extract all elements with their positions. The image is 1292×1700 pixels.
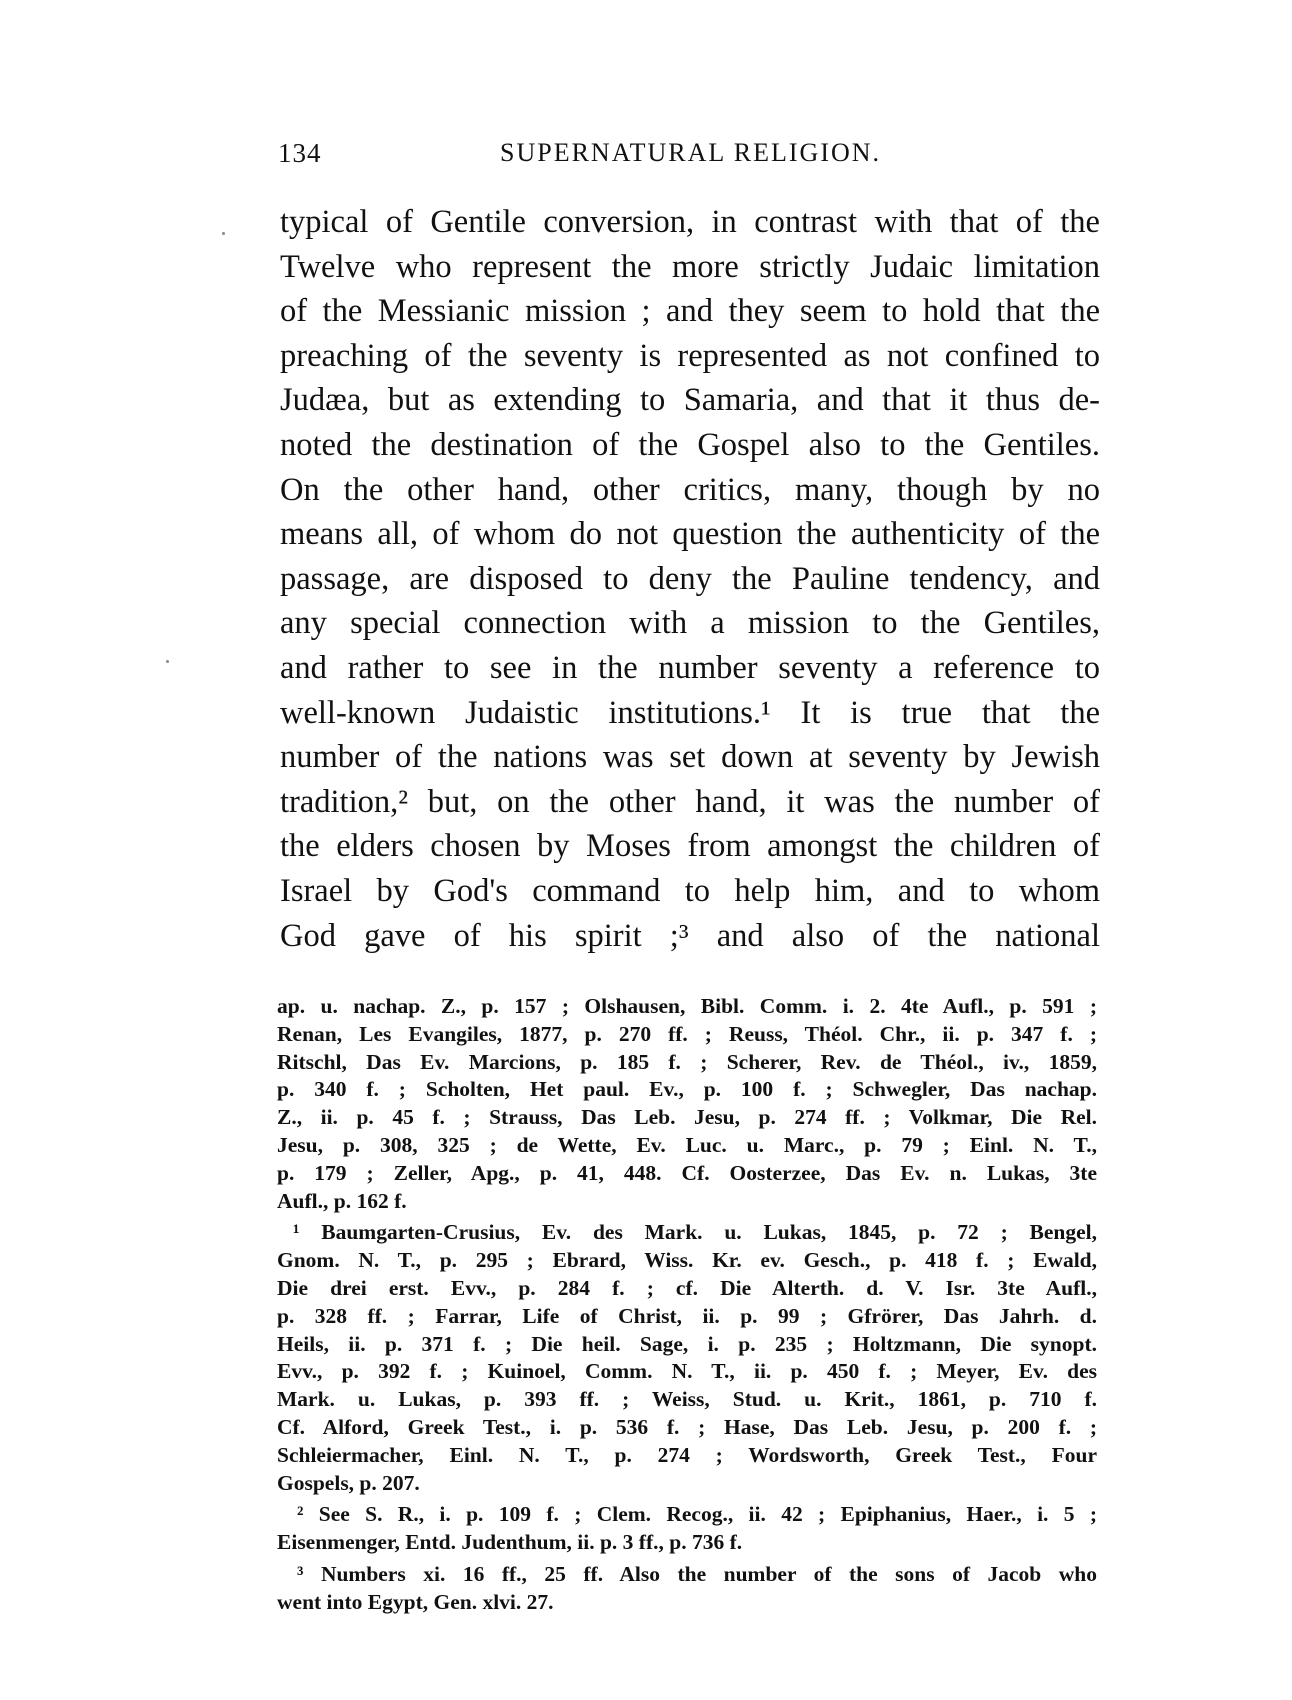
- text-line: God gave of his spirit ;³ and also of the national: [280, 917, 1100, 954]
- text-line: well-known Judaistic institutions.¹ It is true that the: [280, 694, 1100, 731]
- footnote-line: Die drei erst. Evv., p. 284 f. ; cf. Die Alterth. d. V. Isr. 3te Aufl.,: [277, 1275, 1097, 1300]
- text-line: On the other hand, other critics, many, though by no: [280, 471, 1100, 508]
- footnote-1: [277, 1219, 1097, 1497]
- footnote-line: Renan, Les Evangiles, 1877, p. 270 ff. ; Reuss, Théol. Chr., ii. p. 347 f. ;: [277, 1021, 1097, 1046]
- text-line: and rather to see in the number seventy a reference to: [280, 649, 1100, 686]
- footnote-line: Eisenmenger, Entd. Judenthum, ii. p. 3 ff., p. 736 f.: [277, 1530, 743, 1555]
- text-line: Judæa, but as extending to Samaria, and that it thus de-: [280, 382, 1100, 419]
- footnote-3: [277, 1561, 1097, 1617]
- footnote-line: ³ Numbers xi. 16 ff., 25 ff. Also the number of the sons of Jacob who: [297, 1561, 1097, 1586]
- footnote-2: [277, 1501, 1097, 1557]
- running-title: SUPERNATURAL RELIGION.: [500, 138, 882, 167]
- text-line: the elders chosen by Moses from amongst the children of: [280, 828, 1100, 865]
- footnote-line: Schleiermacher, Einl. N. T., p. 274 ; Wordsworth, Greek Test., Four: [277, 1442, 1097, 1467]
- footnote-line: Gospels, p. 207.: [277, 1470, 420, 1495]
- footnote-continuation: [277, 993, 1097, 1215]
- text-line: of the Messianic mission ; and they seem to hold that the: [280, 293, 1100, 330]
- page-header: [278, 138, 1078, 178]
- text-line: preaching of the seventy is represented as not confined to: [280, 337, 1100, 374]
- footnote-line: Evv., p. 392 f. ; Kuinoel, Comm. N. T., ii. p. 450 f. ; Meyer, Ev. des: [277, 1359, 1097, 1384]
- footnote-line: ² See S. R., i. p. 109 f. ; Clem. Recog., ii. 42 ; Epiphanius, Haer., i. 5 ;: [297, 1502, 1097, 1527]
- text-line: passage, are disposed to deny the Pauline tendency, and: [280, 560, 1100, 597]
- footnote-line: p. 328 ff. ; Farrar, Life of Christ, ii. p. 99 ; Gfrörer, Das Jahrh. d.: [277, 1303, 1097, 1328]
- text-line: Israel by God's command to help him, and to whom: [280, 872, 1100, 909]
- text-line: Twelve who represent the more strictly Judaic limitation: [280, 248, 1100, 285]
- footnote-line: went into Egypt, Gen. xlvi. 27.: [277, 1589, 554, 1614]
- footnote-line: p. 179 ; Zeller, Apg., p. 41, 448. Cf. Oosterzee, Das Ev. n. Lukas, 3te: [277, 1160, 1097, 1185]
- text-line: noted the destination of the Gospel also to the Gentiles.: [280, 426, 1100, 463]
- text-line: number of the nations was set down at seventy by Jewish: [280, 739, 1100, 776]
- text-line: means all, of whom do not question the authenticity of the: [280, 516, 1100, 553]
- text-line: typical of Gentile conversion, in contrast with that of the: [280, 204, 1100, 240]
- footnotes: [277, 993, 1097, 1617]
- page-number: 134: [278, 138, 322, 168]
- scan-speck: [166, 660, 169, 663]
- footnote-line: Jesu, p. 308, 325 ; de Wette, Ev. Luc. u. Marc., p. 79 ; Einl. N. T.,: [277, 1132, 1097, 1157]
- footnote-line: Ritschl, Das Ev. Marcions, p. 185 f. ; Scherer, Rev. de Théol., iv., 1859,: [277, 1049, 1097, 1074]
- footnote-line: Aufl., p. 162 f.: [277, 1188, 407, 1213]
- text-line: any special connection with a mission to the Gentiles,: [280, 605, 1100, 642]
- footnote-line: ap. u. nachap. Z., p. 157 ; Olshausen, Bibl. Comm. i. 2. 4te Aufl., p. 591 ;: [277, 994, 1097, 1018]
- text-line: tradition,² but, on the other hand, it was the number of: [280, 783, 1100, 820]
- footnote-line: Heils, ii. p. 371 f. ; Die heil. Sage, i. p. 235 ; Holtzmann, Die synopt.: [277, 1331, 1097, 1356]
- footnote-line: Cf. Alford, Greek Test., i. p. 536 f. ; Hase, Das Leb. Jesu, p. 200 f. ;: [277, 1414, 1097, 1439]
- main-text: [280, 200, 1100, 958]
- scan-speck: [222, 232, 225, 235]
- footnote-line: Gnom. N. T., p. 295 ; Ebrard, Wiss. Kr. ev. Gesch., p. 418 f. ; Ewald,: [277, 1248, 1097, 1273]
- footnote-line: ¹ Baumgarten-Crusius, Ev. des Mark. u. Lukas, 1845, p. 72 ; Bengel,: [293, 1220, 1097, 1245]
- footnote-line: Mark. u. Lukas, p. 393 ff. ; Weiss, Stud. u. Krit., 1861, p. 710 f.: [277, 1387, 1097, 1412]
- footnote-line: p. 340 f. ; Scholten, Het paul. Ev., p. 100 f. ; Schwegler, Das nachap.: [277, 1077, 1097, 1102]
- footnote-line: Z., ii. p. 45 f. ; Strauss, Das Leb. Jesu, p. 274 ff. ; Volkmar, Die Rel.: [277, 1105, 1097, 1130]
